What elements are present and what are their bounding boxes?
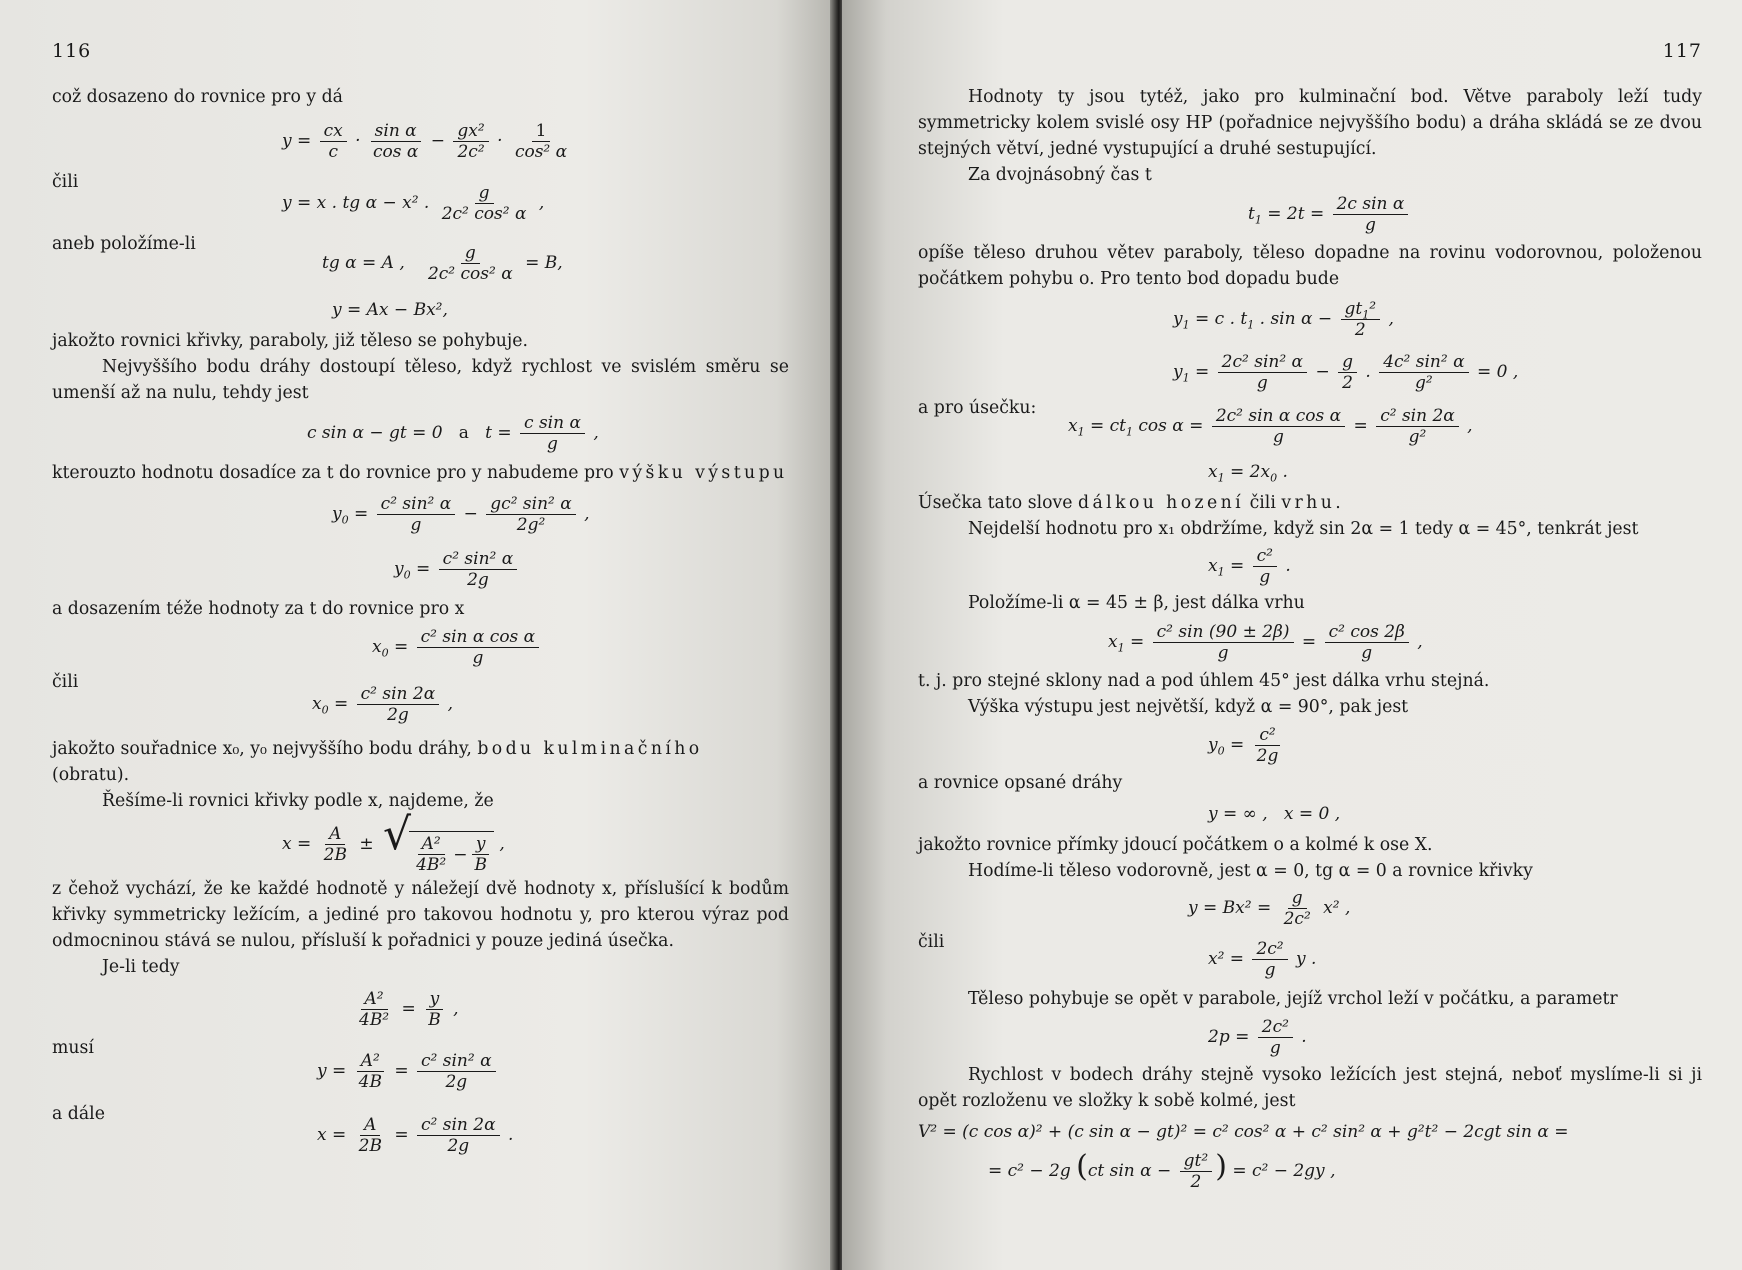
equation-velocity-1: V² = (c cos α)² + (c sin α − gt)² = c² cos² α + c² sin² α + g²t² − 2cgt sin α = xyxy=(918,1122,1569,1142)
paragraph-max-height: Výška výstupu jest největší, když α = 90°, pak jest xyxy=(968,697,1409,717)
paragraph-culmination: jakožto souřadnice x₀, y₀ nejvyššího bodu dráhy, bodu kulminačního (obratu). xyxy=(52,739,703,785)
equation-x1-2x0: $x_1 = 2x_0$ . xyxy=(1208,462,1288,485)
left-page xyxy=(0,0,835,1270)
paragraph-range: Úsečka tato slove dálkou hození čili vrhu. xyxy=(918,493,1341,513)
equation-y1-first: $y_1 = c$ . $t_1$ . sin α − $\frac{gt_1^2}{2}$ , xyxy=(1173,298,1394,340)
paragraph-line: jakožto rovnice přímky jdoucí počátkem o a kolmé k ose X. xyxy=(918,835,1433,855)
equation-condition: $\frac{\text{A²}}{\text{4B²}}$ = $\frac{y}{B}$ , xyxy=(359,988,459,1030)
label-cili-right: čili xyxy=(918,932,945,952)
page-number-left: 116 xyxy=(52,40,92,62)
equation-x-squared: čili x² = $\frac{\text{2c²}}{g}$ y . xyxy=(918,932,1317,980)
equation-y-horizontal: y = Bx² = $\frac{g}{\text{2c²}}$ x² , xyxy=(1188,887,1351,929)
label-a-dale: a dále xyxy=(52,1104,105,1124)
paragraph-velocity: Rychlost v bodech dráhy stejně vysoko ležících jest stejná, neboť myslíme-li si ji opět rozloženu ve složky k sobě kolmé, jest xyxy=(918,1065,1702,1111)
paragraph-two-values: z čehož vychází, že ke každé hodnotě y náležejí dvě hodnoty x, příslušící k bodům křivky symmetricky ležícím, a jediné pro takovou hodnotu y, pro kterou výraz pod odmocninou stává se nulou, přísluší k pořadnici y pouze jediná úsečka. xyxy=(52,879,789,951)
equation-x0: čili $x_0$ = $\frac{\text{c² sin 2α}}{2g}$ , xyxy=(52,672,454,725)
paragraph-solve-x: Řešíme-li rovnici křivky podle x, najdeme, že xyxy=(102,791,494,811)
paragraph-if: Je-li tedy xyxy=(102,957,180,977)
equation-velocity-2: = c² − 2g (ct sin α − $\frac{\text{gt²}}{2}$ ) = c² − 2gy , xyxy=(988,1148,1336,1192)
paragraph-same-range: t. j. pro stejné sklony nad a pod úhlem 45° jest dálka vrhu stejná. xyxy=(918,671,1490,691)
paragraph-curve: jakožto rovnici křivky, paraboly, již těleso se pohybuje. xyxy=(52,331,528,351)
equation-x1-max: $x_1$ = $\frac{\text{c²}}{g}$ . xyxy=(1208,545,1291,587)
paragraph-horizontal-throw: Hodíme-li těleso vodorovně, jest α = 0, tg α = 0 a rovnice křivky xyxy=(968,861,1533,881)
equation-vertical-line: y = ∞ , x = 0 , xyxy=(1208,804,1341,824)
equation-parameter: 2p = $\frac{\text{2c²}}{g}$ . xyxy=(1208,1016,1307,1058)
paragraph-substitution: což dosazeno do rovnice pro y dá xyxy=(52,87,343,107)
paragraph-max-range: Nejdelší hodnotu pro x₁ obdržíme, když sin 2α = 1 tedy α = 45°, tenkrát jest xyxy=(968,519,1639,539)
right-page xyxy=(842,0,1742,1270)
paragraph-height: kterouzto hodnotu dosadíce za t do rovnice pro y nabudeme pro výšku výstupu xyxy=(52,463,788,483)
equation-x-sqrt: x = $\frac{A}{2B}$ ± √ $\frac{\text{A²}}{\text{4B²}}$ − $\frac{y}{B}$ , xyxy=(282,809,505,875)
equation-x-further: a dále x = $\frac{A}{2B}$ = $\frac{\text{c² sin 2α}}{2g}$ . xyxy=(52,1104,514,1156)
paragraph-path-equation: a rovnice opsané dráhy xyxy=(918,773,1123,793)
paragraph-substitute-x: a dosazením téže hodnoty za t do rovnice pro x xyxy=(52,599,465,619)
equation-t1: $t_1 = 2t$ = $\frac{\text{2c sin α}}{g}$ xyxy=(918,188,1702,240)
equation-x1-beta: $x_1$ = $\frac{\text{c² sin (90 ± 2β)}}{g}$ = $\frac{\text{c² cos 2β}}{g}$ , xyxy=(1108,621,1423,663)
label-cili-1: čili xyxy=(52,172,79,192)
label-musi: musí xyxy=(52,1038,94,1058)
paragraph-values: Hodnoty ty jsou tytéž, jako pro kulminační bod. Větve paraboly leží tudy symmetricky kolem svislé osy HP (pořadnice nejvyššího bodu) a dráha skládá se ze dvou stejných větví, jedné vystupující a druhé sestupující. xyxy=(918,87,1702,159)
paragraph-second-branch: opíše těleso druhou větev paraboly, těleso dopadne na rovinu vodorovnou, položenou počátkem pohybu o. Pro tento bod dopadu bude xyxy=(918,243,1702,289)
paragraph-parabola-again: Těleso pohybuje se opět v parabole, jejíž vrchol leží v počátku, a parametr xyxy=(968,989,1618,1009)
page-number-right: 117 xyxy=(1662,40,1702,62)
equation-define-a-b: aneb položíme-li tg α = A , $\frac{g}{\text{2c² cos² α}}$ = B, xyxy=(52,234,563,284)
label-aneb: aneb položíme-li xyxy=(52,234,196,254)
equation-y-must: musí y = $\frac{\text{A²}}{4B}$ = $\frac{\text{c² sin² α}}{2g}$ xyxy=(52,1038,789,1104)
paragraph-double-time: Za dvojnásobný čas t xyxy=(968,165,1152,185)
equation-y0: $y_0$ = $\frac{\text{c² sin² α}}{2g}$ xyxy=(52,542,789,596)
equation-x1-first: a pro úsečku: $x_1 = ct_1$ cos α = $\frac{\text{2c² sin α cos α}}{g}$ = $\frac{\text{c² sin 2α}}{\text{g²}}$ , xyxy=(918,398,1473,447)
equation-x0-first: $x_0$ = $\frac{\text{c² sin α cos α}}{g}$ xyxy=(52,622,789,672)
equation-y0-max: $y_0$ = $\frac{\text{c²}}{2g}$ xyxy=(1208,724,1279,766)
equation-parabola: y = Ax − Bx², xyxy=(332,300,448,320)
equation-time-peak: c sin α − gt = 0 a t = $\frac{\text{c sin α}}{g}$ , xyxy=(307,412,599,454)
equation-y-tg: čili y = x . tg α − x² . $\frac{g}{\text{2c² cos² α}}$ , xyxy=(52,172,545,224)
equation-y0-first: $y_0$ = $\frac{\text{c² sin² α}}{g}$ − $\frac{\text{gc² sin² α}}{\text{2g²}}$ , xyxy=(332,493,590,535)
label-cili-2: čili xyxy=(52,672,79,692)
paragraph-beta: Položíme-li α = 45 ± β, jest dálka vrhu xyxy=(968,593,1305,613)
equation-y-first: y = $\frac{cx}{c}$ · $\frac{\text{sin α}}{\text{cos α}}$ − $\frac{\text{gx²}}{\text{2c²}}$ · $\frac{1}{\text{cos² α}}$ xyxy=(282,120,568,162)
label-abscissa: a pro úsečku: xyxy=(918,398,1037,418)
equation-y1-zero: $y_1$ = $\frac{\text{2c² sin² α}}{g}$ − $\frac{g}{2}$ . $\frac{\text{4c² sin² α}}{\text{g²}}$ = 0 , xyxy=(1173,351,1519,393)
paragraph-highest-point: Nejvyššího bodu dráhy dostoupí těleso, když rychlost ve svislém směru se umenší až na nulu, tehdy jest xyxy=(52,357,789,403)
